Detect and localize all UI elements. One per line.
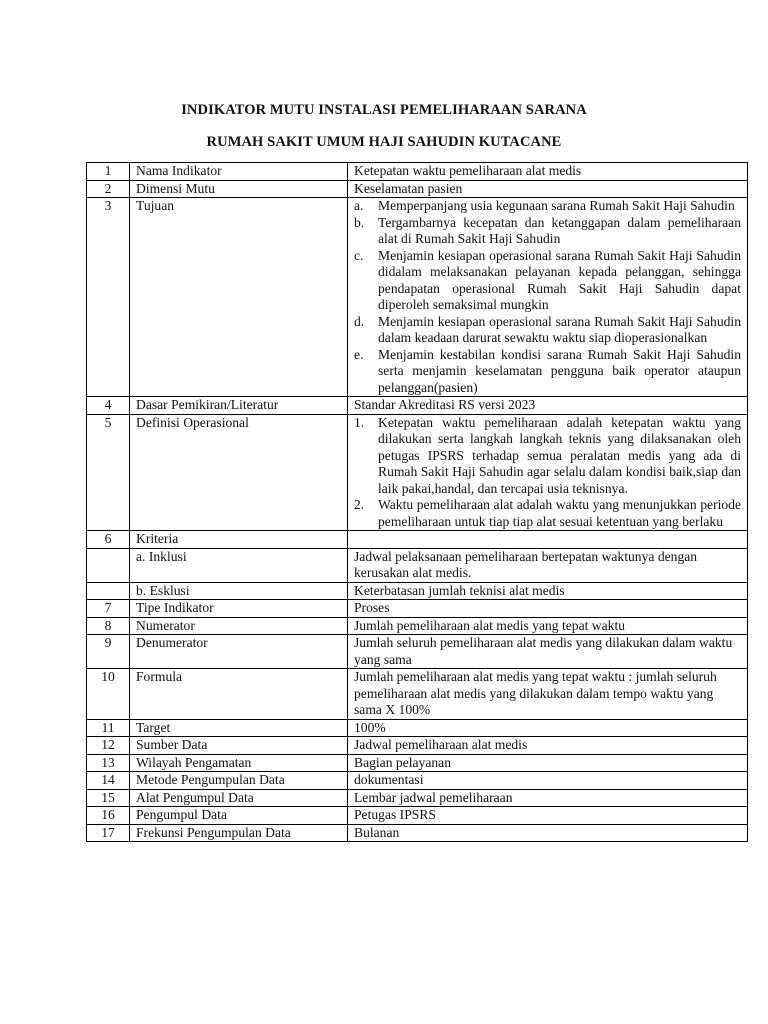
list-item: [354, 215, 741, 248]
list-item-text: Menjamin kesiapan operasional sarana Rumah Sakit Haji Sahudin dalam keadaan darurat sewaktu waktu siap dioperasionalkan: [378, 313, 741, 345]
row-number: 4: [87, 397, 130, 415]
row-label: Wilayah Pengamatan: [130, 754, 348, 772]
list-item: [354, 314, 741, 347]
list-marker: b.: [354, 214, 365, 230]
list-item-text: Menjamin kesiapan operasional sarana Rumah Sakit Haji Sahudin didalam melaksanakan pelayanan kepada pelanggan, sehingga pendapatan operasional Rumah Sakit Haji Sahudin dapat diperoleh semaksimal mungkin: [378, 247, 741, 312]
row-value: Jumlah seluruh pemeliharaan alat medis yang dilakukan dalam waktu yang sama: [348, 635, 748, 669]
row-value: dokumentasi: [348, 772, 748, 790]
list-item: [354, 415, 741, 498]
table-row: [87, 198, 748, 397]
row-value-list: [348, 198, 748, 397]
row-label: a. Inklusi: [130, 548, 348, 582]
row-value: Keterbatasan jumlah teknisi alat medis: [348, 582, 748, 600]
table-row: [87, 180, 748, 198]
row-label: Denumerator: [130, 635, 348, 669]
row-value: Jadwal pemeliharaan alat medis: [348, 737, 748, 755]
list-item-text: Waktu pemeliharaan alat adalah waktu yang menunjukkan periode pemeliharaan untuk tiap tiap alat sesuai ketentuan yang berlaku: [378, 497, 741, 529]
row-label: Alat Pengumpul Data: [130, 789, 348, 807]
row-number: 9: [87, 635, 130, 669]
row-number: 11: [87, 719, 130, 737]
row-value: Standar Akreditasi RS versi 2023: [348, 397, 748, 415]
indicator-table: [86, 162, 748, 842]
table-row: [87, 163, 748, 181]
row-number: 6: [87, 531, 130, 549]
row-value: Jumlah pemeliharaan alat medis yang tepat waktu: [348, 617, 748, 635]
row-label: Formula: [130, 669, 348, 720]
table-row: [87, 754, 748, 772]
list-item: [354, 497, 741, 530]
table-row: [87, 397, 748, 415]
row-number: 15: [87, 789, 130, 807]
table-row: [87, 669, 748, 720]
list-item-text: Tergambarnya kecepatan dan ketanggapan dalam pemeliharaan alat di Rumah Sakit Haji Sahudin: [378, 214, 741, 246]
table-row: [87, 772, 748, 790]
table-row: [87, 789, 748, 807]
row-value: Keselamatan pasien: [348, 180, 748, 198]
row-label: Metode Pengumpulan Data: [130, 772, 348, 790]
table-row: [87, 737, 748, 755]
row-label: Nama Indikator: [130, 163, 348, 181]
row-value: 100%: [348, 719, 748, 737]
row-value-list: [348, 414, 748, 531]
list-item: [354, 248, 741, 314]
row-label: b. Esklusi: [130, 582, 348, 600]
list-item-text: Ketepatan waktu pemeliharaan adalah ketepatan waktu yang dilakukan serta langkah langkah teknis yang dilaksanakan oleh petugas IPSRS terhadap semua peralatan medis yang ada di Rumah Sakit Haji Sahudin agar selalu dalam kondisi baik,siap dan laik pakai,handal, dan tercapai usia teknisnya.: [378, 414, 741, 496]
table-row: [87, 617, 748, 635]
row-label: Kriteria: [130, 531, 348, 549]
row-number: 3: [87, 198, 130, 397]
list-item: [354, 198, 741, 215]
table-row: [87, 548, 748, 582]
list-marker: d.: [354, 313, 365, 329]
row-number: [87, 582, 130, 600]
row-label: Sumber Data: [130, 737, 348, 755]
table-row: [87, 824, 748, 842]
table-row: [87, 414, 748, 531]
row-value: Bagian pelayanan: [348, 754, 748, 772]
table-row: [87, 600, 748, 618]
list-marker: c.: [354, 247, 364, 263]
table-row: [87, 582, 748, 600]
row-value: Bulanan: [348, 824, 748, 842]
table-row: [87, 807, 748, 825]
row-number: 17: [87, 824, 130, 842]
row-number: 5: [87, 414, 130, 531]
row-value: Petugas IPSRS: [348, 807, 748, 825]
row-value: Lembar jadwal pemeliharaan: [348, 789, 748, 807]
row-label: Dimensi Mutu: [130, 180, 348, 198]
row-number: 16: [87, 807, 130, 825]
table-row: [87, 719, 748, 737]
list-marker: 1.: [354, 414, 365, 430]
row-number: 7: [87, 600, 130, 618]
row-label: Numerator: [130, 617, 348, 635]
list-item: [354, 347, 741, 397]
list-marker: e.: [354, 346, 364, 362]
list-marker: 2.: [354, 497, 365, 512]
row-number: 14: [87, 772, 130, 790]
document-title: INDIKATOR MUTU INSTALASI PEMELIHARAAN SARANA: [181, 102, 587, 118]
row-value: Ketepatan waktu pemeliharaan alat medis: [348, 163, 748, 181]
row-label: Frekunsi Pengumpulan Data: [130, 824, 348, 842]
row-value: Jumlah pemeliharaan alat medis yang tepat waktu : jumlah seluruh pemeliharaan alat medis yang dilakukan dalam tempo waktu yang sama X 100%: [348, 669, 748, 720]
row-value: Jadwal pelaksanaan pemeliharaan bertepatan waktunya dengan kerusakan alat medis.: [348, 548, 748, 582]
row-label: Definisi Operasional: [130, 414, 348, 531]
row-label: Pengumpul Data: [130, 807, 348, 825]
row-number: 8: [87, 617, 130, 635]
list-item-text: Memperpanjang usia kegunaan sarana Rumah Sakit Haji Sahudin: [378, 198, 735, 213]
row-value: [348, 531, 748, 549]
row-value: Proses: [348, 600, 748, 618]
row-label: Target: [130, 719, 348, 737]
row-number: 13: [87, 754, 130, 772]
list-marker: a.: [354, 198, 364, 213]
row-label: Dasar Pemikiran/Literatur: [130, 397, 348, 415]
row-number: 12: [87, 737, 130, 755]
row-label: Tujuan: [130, 198, 348, 397]
row-number: 1: [87, 163, 130, 181]
row-label: Tipe Indikator: [130, 600, 348, 618]
table-row: [87, 531, 748, 549]
row-number: 10: [87, 669, 130, 720]
list-item-text: Menjamin kestabilan kondisi sarana Rumah Sakit Haji Sahudin serta menjamin keselamatan pengguna baik operator ataupun pelanggan(pasien): [378, 346, 741, 395]
table-row: [87, 635, 748, 669]
row-number: 2: [87, 180, 130, 198]
document-subtitle: RUMAH SAKIT UMUM HAJI SAHUDIN KUTACANE: [206, 134, 562, 150]
row-number: [87, 548, 130, 582]
